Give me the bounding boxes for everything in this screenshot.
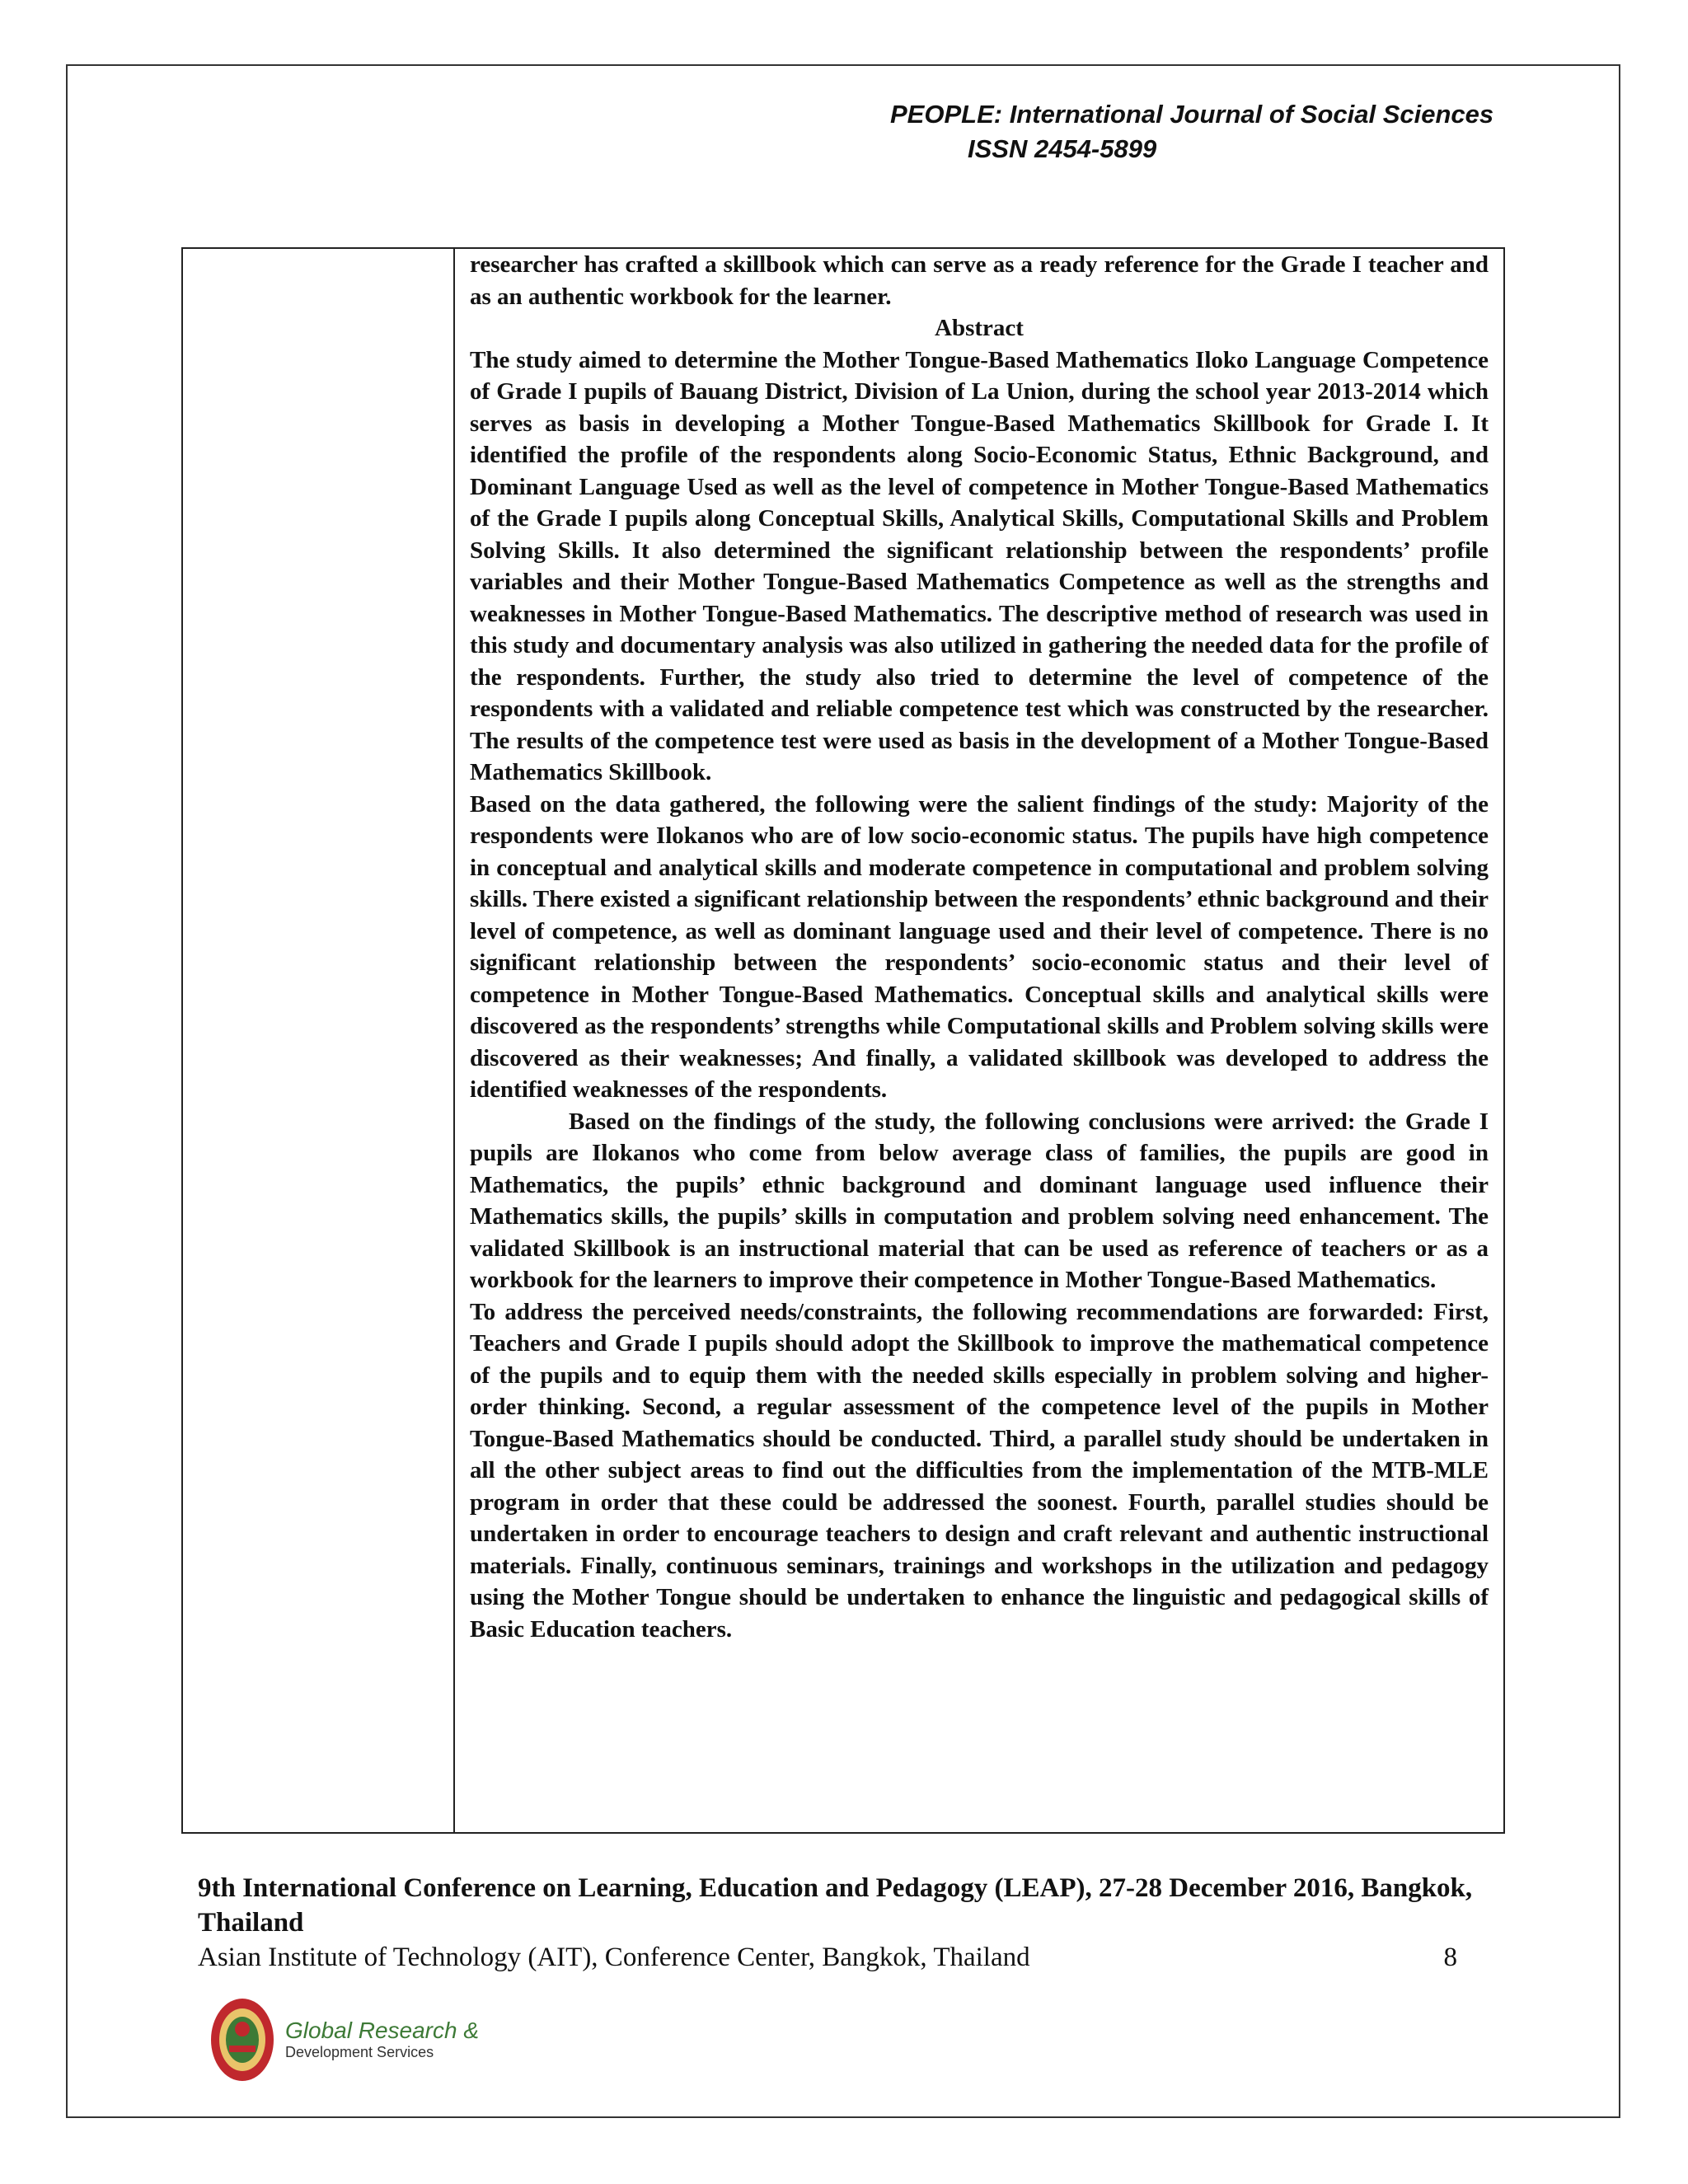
logo-text (285, 2018, 479, 2061)
table-left-cell (183, 249, 455, 1832)
abstract-heading: Abstract (935, 315, 1024, 341)
conference-line: 9th International Conference on Learning, Education and Pedagogy (LEAP), 27-28 December 2016, Bangkok, Thailand (198, 1873, 1473, 1938)
grds-logo (208, 1994, 479, 2085)
logo-line1: Global Research & (285, 2018, 480, 2043)
content-table (181, 247, 1505, 1834)
abstract-paragraph-findings: Based on the data gathered, the following were the salient findings of the study: Majority of the respondents were Ilokanos who are of low socio-economic status. The pupils have high competence in conceptual and analytical skills and moderate competence in computational and problem solving skills. There existed a significant relationship between the respondents’ ethnic background and their level of competence, as well as dominant language used and their level of competence. There is no significant relationship between the respondents’ socio-economic status and their level of competence in Mother Tongue-Based Mathematics. Conceptual skills and analytical skills were discovered as the respondents’ strengths while Computational skills and Problem solving skills were discovered as their weaknesses; And finally, a validated skillbook was developed to address the identified weaknesses of the respondents. (470, 790, 1489, 1103)
venue-text: Asian Institute of Technology (AIT), Conference Center, Bangkok, Thailand (198, 1943, 1030, 1972)
logo-seal-icon (208, 1994, 277, 2085)
logo-line2: Development Services (285, 2044, 434, 2060)
table-right-cell (455, 249, 1503, 1832)
journal-title: PEOPLE: International Journal of Social Sciences (890, 100, 1494, 129)
abstract-paragraph-recommendations: To address the perceived needs/constraints, the following recommendations are forwarded: First, Teachers and Grade I pupils should adopt the Skillbook to improve the mathematical competence of the pupils and to equip them with the needed skills especially in problem solving and higher-order thinking. Second, a regular assessment of the competence level of the pupils in Mother Tongue-Based Mathematics should be conducted. Third, a parallel study should be undertaken in all the other subject areas to find out the difficulties from the implementation of the MTB-MLE program in order that these could be addressed the soonest. Fourth, parallel studies should be undertaken in order to encourage teachers to design and craft relevant and authentic instructional materials. Finally, continuous seminars, trainings and workshops in the utilization and pedagogy using the Mother Tongue should be undertaken to enhance the linguistic and pedagogical skills of Basic Education teachers. (470, 1298, 1489, 1643)
journal-header (824, 97, 1533, 166)
venue-row (198, 1940, 1484, 1975)
page-footer (198, 1871, 1484, 1975)
journal-issn: ISSN 2454-5899 (968, 134, 1157, 163)
abstract-paragraph-conclusions: Based on the findings of the study, the following conclusions were arrived: the Grade I pupils are Ilokanos who come from below average class of families, the pupils are good in Mathematics, the pupils’ ethnic background and dominant language used influence their Mathematics skills, the pupils’ skills in computation and problem solving need enhancement. The validated Skillbook is an instructional material that can be used as reference of teachers or as a workbook for the learners to improve their competence in Mother Tongue-Based Mathematics. (470, 1108, 1489, 1293)
page-number: 8 (1443, 1943, 1457, 1972)
intro-paragraph: researcher has crafted a skillbook which can serve as a ready reference for the Grade I teacher and as an authentic workbook for the learner. (470, 251, 1489, 310)
abstract-paragraph-aims: The study aimed to determine the Mother Tongue-Based Mathematics Iloko Language Competence of Grade I pupils of Bauang District, Division of La Union, during the school year 2013-2014 which serves as basis in developing a Mother Tongue-Based Mathematics Skillbook for Grade I. It identified the profile of the respondents along Socio-Economic Status, Ethnic Background, and Dominant Language Used as well as the level of competence in Mother Tongue-Based Mathematics of the Grade I pupils along Conceptual Skills, Analytical Skills, Computational Skills and Problem Solving Skills. It also determined the significant relationship between the respondents’ profile variables and their Mother Tongue-Based Mathematics Competence as well as the strengths and weaknesses in Mother Tongue-Based Mathematics. The descriptive method of research was used in this study and documentary analysis was also utilized in gathering the needed data for the profile of the respondents. Further, the study also tried to determine the level of competence of the respondents with a validated and reliable competence test which was constructed by the researcher. The results of the competence test were used as basis in the development of a Mother Tongue-Based Mathematics Skillbook. (470, 346, 1489, 785)
